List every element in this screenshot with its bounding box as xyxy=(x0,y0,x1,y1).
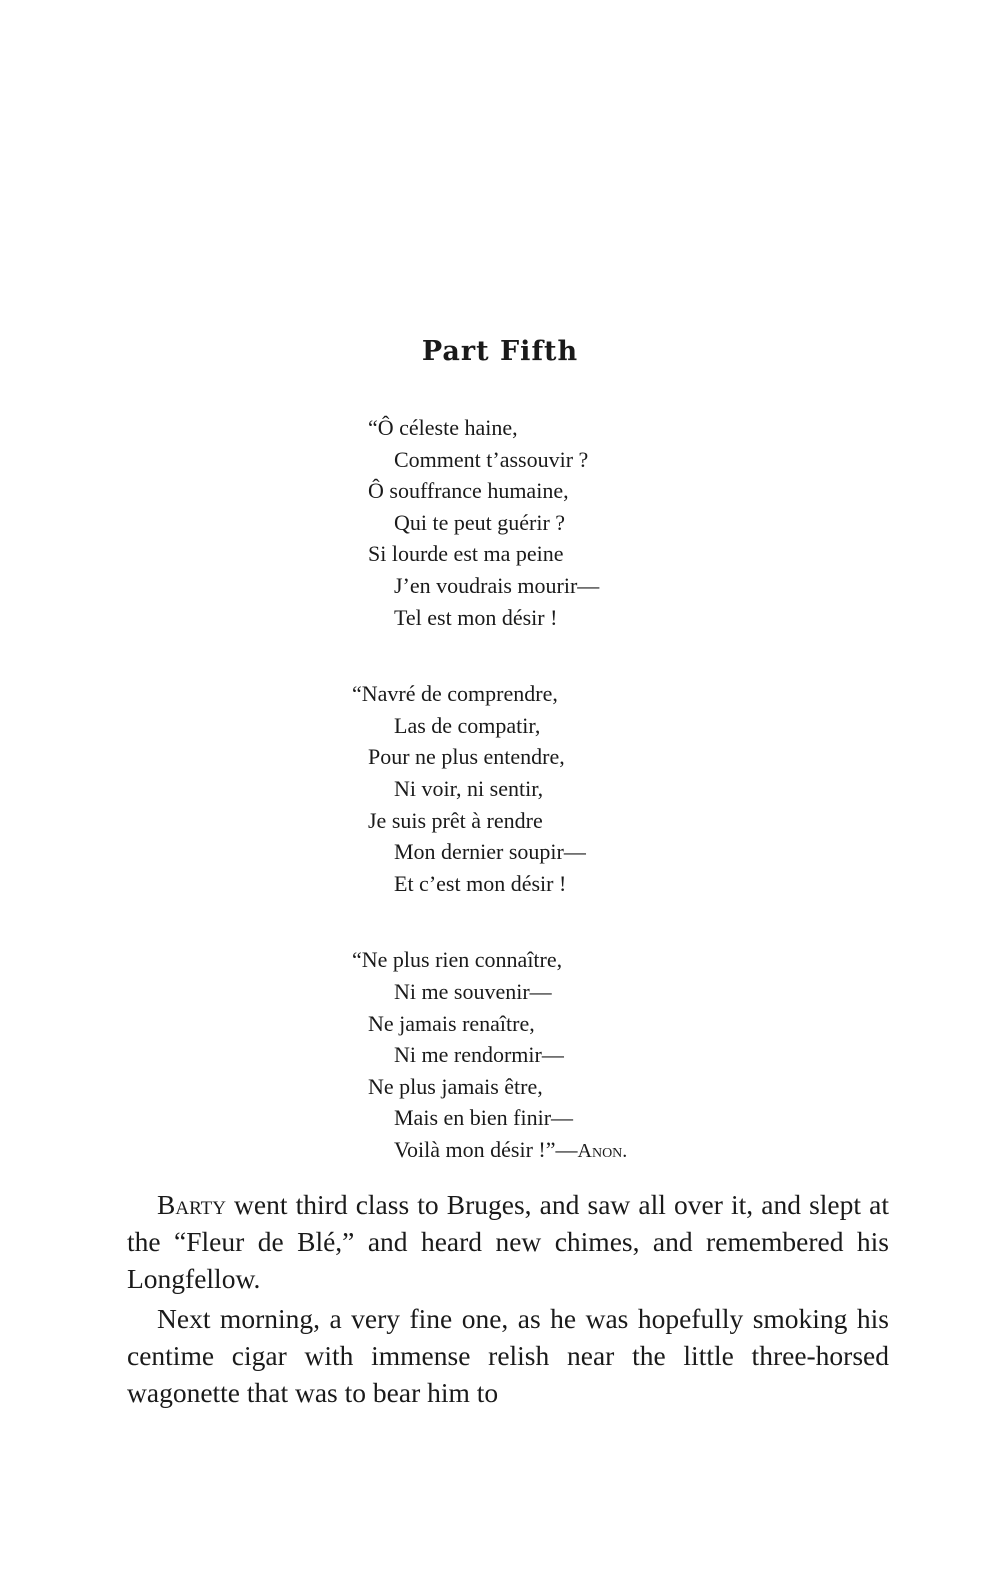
poem-stanza-1 xyxy=(352,412,627,633)
epigraph-poem xyxy=(352,412,627,1210)
verse-line: Comment t’assouvir ? xyxy=(394,446,589,472)
verse-line: Pour ne plus entendre, xyxy=(368,744,565,770)
verse-line: Et c’est mon désir ! xyxy=(394,870,567,896)
verse-line: Mais en bien finir— xyxy=(394,1105,574,1131)
verse-line: Si lourde est ma peine xyxy=(368,541,564,567)
paragraph-text: Next morning, a very fine one, as he was hopefully smoking his centime cigar with immense relish near the little three-horsed wagonette that was to bear him to xyxy=(127,1303,889,1408)
verse-line-text: Voilà mon désir !”— xyxy=(394,1136,578,1162)
verse-line: “Navré de comprendre, xyxy=(352,681,558,707)
paragraph xyxy=(127,1301,889,1411)
verse-line: Mon dernier soupir— xyxy=(394,839,586,865)
verse-line: Qui te peut guérir ? xyxy=(394,509,566,535)
verse-line: Ni me souvenir— xyxy=(394,978,552,1004)
poem-attribution: Anon. xyxy=(577,1139,628,1162)
verse-line: Las de compatir, xyxy=(394,712,541,738)
paragraph-lead: Barty xyxy=(157,1189,226,1220)
verse-line: Ne plus jamais être, xyxy=(368,1073,543,1099)
verse-line: “Ô céleste haine, xyxy=(368,415,518,440)
paragraph-text: went third class to Bruges, and saw all over it, and slept at the “Fleur de Blé,” and heard new chimes, and remembered his Longfellow. xyxy=(127,1189,889,1294)
verse-line: Tel est mon désir ! xyxy=(394,604,558,630)
paragraph xyxy=(127,1187,889,1297)
poem-stanza-3 xyxy=(352,944,627,1165)
verse-line: Ni me rendormir— xyxy=(394,1042,564,1068)
poem-stanza-2 xyxy=(352,678,627,899)
verse-line: J’en voudrais mourir— xyxy=(394,572,600,598)
verse-line: Ni voir, ni sentir, xyxy=(394,775,544,801)
verse-line-final xyxy=(352,1134,627,1166)
verse-line: Ne jamais renaître, xyxy=(368,1010,535,1036)
verse-line: Je suis prêt à rendre xyxy=(368,807,543,833)
page-heading: Part Fifth xyxy=(421,336,579,367)
verse-line: “Ne plus rien connaître, xyxy=(352,947,563,973)
body-text xyxy=(127,1187,889,1416)
verse-line: Ô souffrance humaine, xyxy=(368,478,569,504)
